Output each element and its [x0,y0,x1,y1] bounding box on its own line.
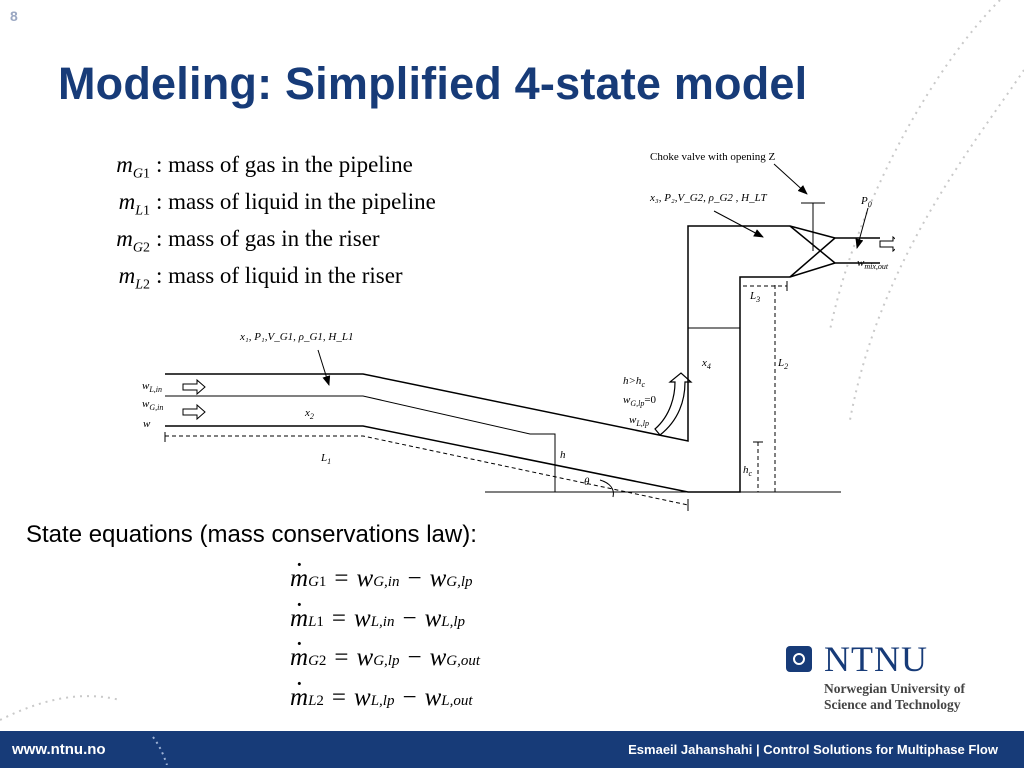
choke-label-pointer [774,164,807,194]
definition-symbol: $m_{L1}$ [118,189,150,219]
definition-symbol: $m_{G1}$ [116,152,150,182]
definition-symbol: $m_{L2}$ [118,263,150,293]
outlet-arrow [880,237,895,251]
inlet-arrow-gas [183,405,205,419]
footer-decorative-dots [145,735,185,765]
riser-state-label: x₃, P₂,V_G2, ρ_G2 , H_LT [650,192,767,204]
inlet-arrow-liquid [183,380,205,394]
ntnu-logo-mark [786,646,812,672]
slide-title: Modeling: Simplified 4-state model [58,58,808,109]
L1-label: $L_1$ [321,452,332,466]
hc-label: $h_c$ [743,464,753,478]
state-equations [290,565,480,723]
equation-row: · m G2 = w G,lp − w G,out [290,644,480,684]
definition-symbol: $m_{G2}$ [116,226,150,256]
P0-pointer [857,208,868,248]
riser-state-pointer [714,211,763,237]
footer-website-link[interactable]: www.ntnu.no [12,741,106,758]
w-L-lp-label: $w_{L,lp}$ [629,414,650,428]
L1-dimension [165,436,688,505]
gas-lp-flow-arrow [655,373,691,435]
definition-text: : mass of liquid in the riser [156,263,403,288]
theta-label: θ [584,476,590,488]
ntnu-logo-word: NTNU [824,639,928,679]
w-G-in-label: $w_{G,in}$ [142,398,164,412]
state-equations-heading: State equations (mass conservations law): [26,521,477,548]
x2-label: $x_2$ [305,407,314,421]
choke-valve-stem [801,203,825,251]
pipeline-bottom-wall [165,263,835,492]
w-G-lp-label: $w_{G,lp}=0$ [623,394,657,408]
footer-author-text: Esmaeil Jahanshahi | Control Solutions for Multiphase Flow [628,742,998,757]
h-label: h [560,449,566,461]
definition-text: : mass of gas in the riser [156,226,380,251]
w-small-label: w [143,418,151,430]
w-mix-out-label: $w_{mix,out}$ [857,257,889,271]
L2-label: $L_2$ [778,357,789,371]
pipeline-state-pointer [318,350,329,385]
x4-label: $x_4$ [702,357,711,371]
definition-text: : mass of liquid in the pipeline [156,189,436,214]
P0-label: $P_0$ [861,195,872,209]
page-number: 8 [10,8,18,24]
pipeline-state-label: x₁, P₁,V_G1, ρ_G1, H_L1 [240,331,354,343]
equation-row: · m L2 = w L,lp − w L,out [290,684,480,724]
equation-row: · m G1 = w G,in − w G,lp [290,565,480,605]
footer-bar [0,731,1024,768]
ntnu-logo-subtitle: Norwegian University of Science and Technology [824,681,965,712]
pipeline-riser-diagram [135,145,895,515]
L3-label: $L_3$ [750,290,761,304]
equation-row: · m L1 = w L,in − w L,lp [290,605,480,645]
choke-valve-label: Choke valve with opening Z [650,151,776,163]
definition-text: : mass of gas in the pipeline [156,152,413,177]
h-gt-hc-label: $h>h_c$ [623,375,645,389]
w-L-in-label: $w_{L,in}$ [142,380,163,394]
